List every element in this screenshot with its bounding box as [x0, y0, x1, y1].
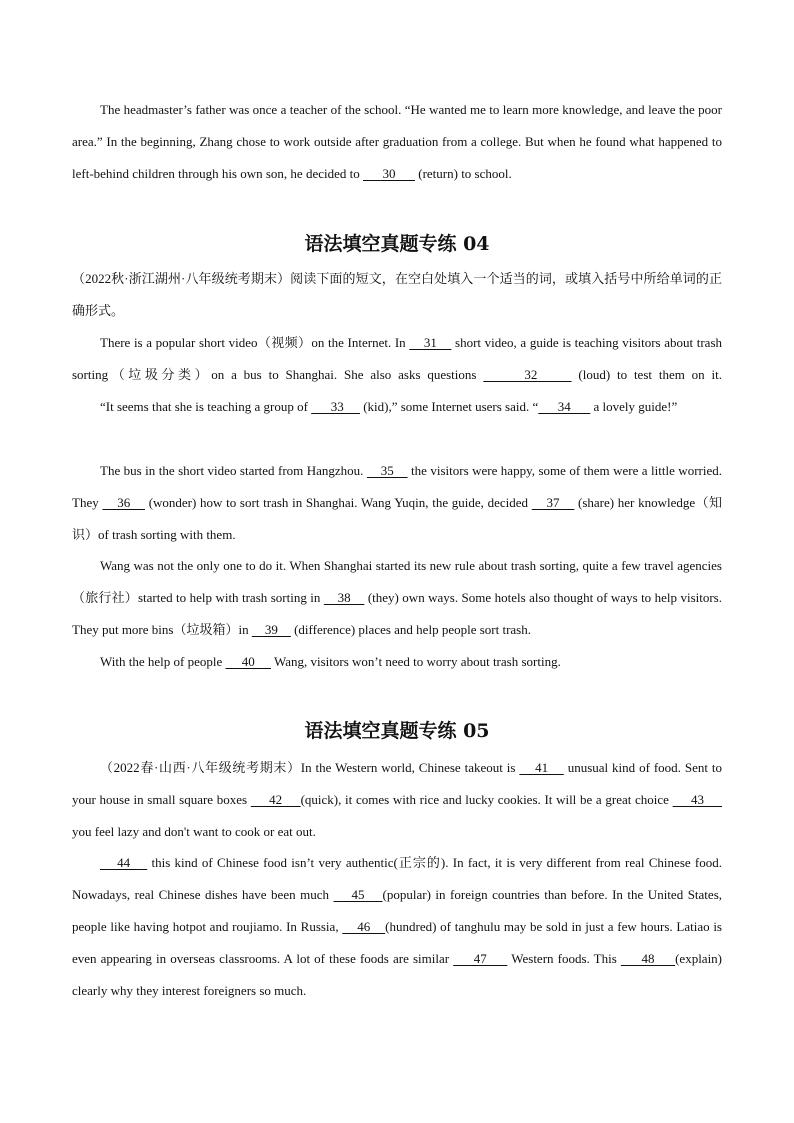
blank-37[interactable]: 37 [531, 495, 575, 510]
blank-44[interactable]: 44 [100, 855, 148, 870]
text: a lovely guide!” [590, 399, 678, 414]
blank-38[interactable]: 38 [323, 590, 365, 605]
section-05-title: 语法填空真题专练 05 [304, 720, 490, 742]
blank-45[interactable]: 45 [333, 887, 383, 902]
blank-47[interactable]: 47 [453, 951, 508, 966]
paragraph-35-37 [72, 455, 722, 551]
text: The headmaster’s father was once a teacher of the school. “He wanted me to learn more knowledge, and leave the poor area.” In the beginning, Zhang chose to work outside after graduation from a college. But when he found what happened to left-behind children through his own son, he decided to [72, 102, 722, 181]
text: Western foods. This [507, 951, 621, 966]
blank-34[interactable]: 34 [538, 399, 591, 414]
blank-33[interactable]: 33 [311, 399, 360, 414]
blank-35[interactable]: 35 [366, 463, 408, 478]
blank-36[interactable]: 36 [102, 495, 145, 510]
text: (popular) in foreign countries than before. In the United States, people like having hotpot and roujiamo. In Russia, [72, 887, 722, 934]
text: (kid),” some Internet users said. “ [359, 399, 539, 414]
paragraph-40 [72, 646, 722, 678]
paragraph-38-39 [72, 550, 722, 646]
text: (hundred) of tanghulu may be sold in just a few hours. Latiao is even appearing in overseas classrooms. A lot of these foods are similar [72, 919, 722, 966]
text: （2022春·山西·八年级统考期末）In the Western world, Chinese takeout is [100, 760, 520, 775]
paragraph-41-43 [72, 752, 722, 848]
blank-30[interactable]: 30 [363, 166, 415, 181]
text: (wonder) how to sort trash in Shanghai. Wang Yuqin, the guide, decided [145, 495, 532, 510]
text: (they) own ways. Some hotels also thought of ways to help visitors. They put more bins（垃圾箱）in [72, 590, 722, 637]
text: Wang was not the only one to do it. When Shanghai started its new rule about trash sorting, quite a few travel agencies（旅行社）started to help with trash sorting in [72, 558, 722, 605]
section-04-title: 语法填空真题专练 04 [304, 233, 490, 255]
blank-41[interactable]: 41 [519, 760, 564, 775]
blank-42[interactable]: 42 [250, 792, 301, 807]
text: (explain) clearly why they interest foreigners so much. [72, 951, 723, 998]
blank-46[interactable]: 46 [342, 919, 386, 934]
text: short video, a guide is teaching visitors about trash sorting（垃圾分类）on a bus to Shanghai. She also asks questions [72, 335, 722, 382]
paragraph-31-32 [72, 327, 722, 391]
blank-31[interactable]: 31 [409, 335, 452, 350]
text: you feel lazy and don't want to cook or eat out. [72, 824, 316, 839]
blank-32[interactable]: 32 [483, 367, 572, 382]
paragraph-33-34 [72, 391, 722, 423]
paragraph-30 [72, 94, 722, 190]
text: There is a popular short video（视频）on the Internet. In [100, 335, 410, 350]
blank-39[interactable]: 39 [251, 622, 291, 637]
blank-48[interactable]: 48 [620, 951, 676, 966]
blank-40[interactable]: 40 [225, 654, 271, 669]
text: (quick), it comes with rice and lucky cookies. It will be a great choice [300, 792, 673, 807]
text: “It seems that she is teaching a group of [100, 399, 312, 414]
text: The bus in the short video started from Hangzhou. [100, 463, 367, 478]
text: Wang, visitors won’t need to worry about trash sorting. [270, 654, 561, 669]
blank-43[interactable]: 43 [672, 792, 723, 807]
text: (difference) places and help people sort trash. [290, 622, 531, 637]
section-04-intro: （2022秋·浙江湖州·八年级统考期末）阅读下面的短文，在空白处填入一个适当的词，或填入括号中所给单词的正确形式。 [72, 271, 722, 318]
text: (return) to school. [415, 166, 512, 181]
text: (loud) to test them on it. [571, 367, 722, 382]
text: the visitors were happy, some of them were a little worried. They [72, 463, 722, 510]
text: this kind of Chinese food isn’t very authentic(正宗的). In fact, it is very different from real Chinese food. Nowadays, real Chinese dishes have been much [72, 855, 722, 902]
text: (share) her knowledge（知识）of trash sorting with them. [72, 495, 723, 542]
text: With the help of people [100, 654, 226, 669]
text: unusual kind of food. Sent to your house in small square boxes [72, 760, 722, 807]
paragraph-44-48 [72, 847, 722, 1007]
